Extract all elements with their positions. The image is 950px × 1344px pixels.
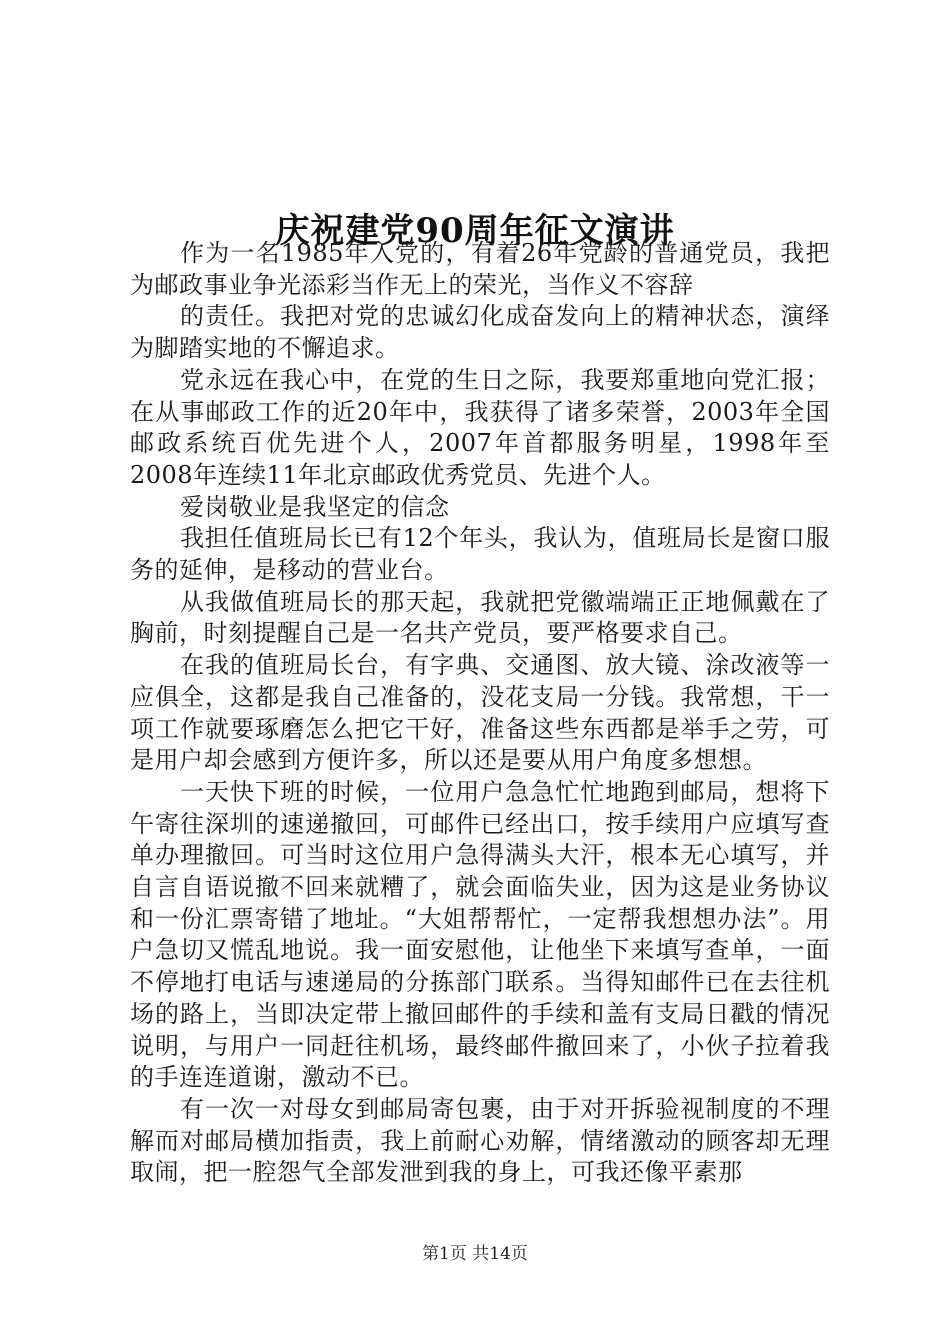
section-heading: 爱岗敬业是我坚定的信念 — [180, 492, 450, 521]
paragraph-1: 作为一名1985年入党的，有着26年党龄的普通党员，我把为邮政事业争光添彩当作无上的荣光，当作义不容辞 — [130, 239, 830, 299]
paragraph-2: 的责任。我把对党的忠诚幻化成奋发向上的精神状态，演绎为脚踏实地的不懈追求。 — [130, 302, 830, 363]
paragraph-5: 从我做值班局长的那天起，我就把党徽端端正正地佩戴在了胸前，时刻提醒自己是一名共产党员，要严格要求自己。 — [130, 587, 830, 648]
paragraph-4: 我担任值班局长已有12个年头，我认为，值班局长是窗口服务的延伸，是移动的营业台。 — [130, 524, 830, 585]
document-title: 庆祝建党90周年征文演讲 — [275, 210, 675, 251]
paragraph-6: 在我的值班局长台，有字典、交通图、放大镜、涂改液等一应俱全，这都是我自己准备的，没花支局一分钱。我常想，干一项工作就要琢磨怎么把它干好，准备这些东西都是举手之劳，可是用户却会感到方便许多，所以还是要从用户角度多想想。 — [130, 651, 830, 775]
paragraph-8: 有一次一对母女到邮局寄包裹，由于对开拆验视制度的不理解而对邮局横加指责，我上前耐心劝解，情绪激动的顾客却无理取闹，把一腔怨气全部发泄到我的身上，可我还像平素那 — [130, 1094, 830, 1187]
paragraph-3: 党永远在我心中，在党的生日之际，我要郑重地向党汇报；在从事邮政工作的近20年中，我获得了诸多荣誉，2003年全国邮政系统百优先进个人，2007年首都服务明星，1998年至2008年连续11年北京邮政优秀党员、先进个人。 — [130, 365, 830, 489]
document-body — [130, 238, 830, 1189]
paragraph-7: 一天快下班的时候，一位用户急急忙忙地跑到邮局，想将下午寄往深圳的速递撤回，可邮件已经出口，按手续用户应填写查单办理撤回。可当时这位用户急得满头大汗，根本无心填写，并自言自语说撤不回来就糟了，就会面临失业，因为这是业务协议和一份汇票寄错了地址。“大姐帮帮忙，一定帮我想想办法”。用户急切又慌乱地说。我一面安慰他，让他坐下来填写查单，一面不停地打电话与速递局的分拣部门联系。当得知邮件已在去往机场的路上，当即决定带上撤回邮件的手续和盖有支局日戳的情况说明，与用户一同赶往机场，最终邮件撤回来了，小伙子拉着我的手连连道谢，激动不已。 — [130, 777, 830, 1092]
page-number-footer: 第1页 共14页 — [422, 1244, 528, 1264]
